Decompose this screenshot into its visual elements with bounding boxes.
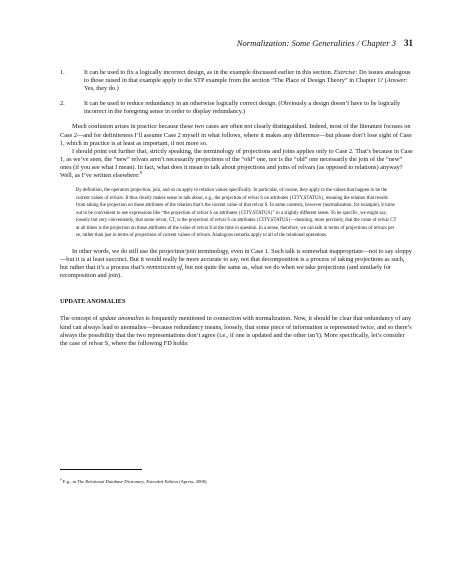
section-heading: UPDATE ANOMALIES: [60, 298, 126, 306]
running-header-title: Normalization: Some Generalities / Chapter 3: [236, 38, 396, 48]
footnote-ref: 9: [139, 169, 142, 175]
footnote: [60, 479, 413, 485]
paragraph-text: In other words, we do still use the projection/join terminology, even in Case 1. Such talk is somewhat inappropriate—not to say sloppy—but it is at least succinct. But it would really be more accurate to say, not that decomposition is a process of taking projections as such, but rather that it’s a process that’s: [60, 247, 412, 272]
list-text: Do issues analogous to those raised in that example apply to the STP example from the section “The Place of Design Theory” in Chapter 1? (: [84, 69, 411, 85]
list-number: 1.: [60, 69, 65, 76]
footnote-book-title: The Relational Database Dictionary, Extended Edition: [77, 479, 178, 484]
paragraph: [60, 315, 413, 347]
footnote-text: E.g., in: [61, 479, 78, 484]
running-header: [210, 38, 413, 48]
block-quote: By definition, the operators projection, join, and so on apply to relation values specifically. In particular, of course, they apply to the values that happen to be the current values of relvars. It thus clearly makes sense to talk about, e.g., the projection of relvar S on attributes {CITY,STATUS}, meaning the relation that results from taking the projection on those attributes of the relation that’s the current value of that relvar S. In some contexts, however (normalization, for example), it turns out to be convenient to use expressions like “the projection of relvar S on attributes {CITY,STATUS}” in a slightly different sense. To be specific, we might say, loosely but very conveniently, that some relvar, CT, is the projection of relvar S on attributes {CITY,STATUS}—meaning, more precisely, that the value of relvar CT at all times is the projection on those attributes of the value of relvar S at the time in question. In a sense, therefore, we can talk in terms of projections of relvars per se, rather than just in terms of projections of current values of relvars. Analogous remarks apply to all of the relational operations.: [76, 188, 397, 239]
paragraph-text: but not quite the same as, what we do when we take projections (and similarly for recomposition and join).: [60, 264, 391, 280]
footnote-rule: [60, 469, 142, 470]
paragraph: [60, 148, 413, 180]
page-body: [60, 69, 413, 348]
exercise-label: Exercise:: [333, 69, 358, 76]
list-item: [60, 69, 413, 93]
list-item: [60, 100, 413, 116]
footnote-marker: 9: [60, 477, 62, 482]
paragraph: [60, 248, 413, 280]
emphasis: reminiscent of,: [146, 264, 184, 272]
list-text: It can be used to fix a logically incorrect design, as in the example discussed earlier in this section.: [84, 69, 334, 76]
emphasis: update anomalies: [99, 315, 144, 323]
footnote-text: (Apress, 2008).: [177, 479, 208, 484]
paragraph-text: is frequently mentioned in connection with normalization. Now, it should be clear that redundancy of any kind can always lead to anomalies—because redundancy means, loosely, that some piece of information is represented twice, and so there’s always the possibility that the two representations don’t agree (i.e., if one is updated and the other isn’t). More specifically, let’s consider the case of relvar S, where the following FD holds:: [60, 315, 412, 347]
page-number: 31: [404, 38, 413, 48]
answer-label: Answer:: [386, 77, 408, 85]
paragraph-text: I should point out further that, strictly speaking, the terminology of projections and joins applies only to Case 2. That’s because in Case 1, as we’ve seen, the “new” relvars aren’t necessarily projections of the “old” one, nor is the “old” one necessarily the join of the “new” ones (if you see what I mean). In fact, what does it mean to talk about projections and joins of relvars (as opposed to relations) anyway? Well, as I’ve written elsewhere:: [60, 147, 413, 180]
list-text: Yes, they do.): [84, 85, 119, 93]
list-number: 2.: [60, 100, 65, 108]
list-text: It can be used to reduce redundancy in an otherwise logically correct design. (Obviously a design doesn’t have to be logically incorrect in the foregoing sense in order to display redundancy.): [84, 100, 401, 116]
paragraph: Much confusion arises in practice because these two cases are often not clearly distinguished. Indeed, most of the literature focuses on Case 2—and for definiteness I’ll assume Case 2 myself in what follows, where it makes any difference—but please don’t lose sight of Case 1, which in practice is at least as important, if not more so.: [60, 123, 412, 147]
paragraph-text: The concept of: [60, 315, 100, 323]
